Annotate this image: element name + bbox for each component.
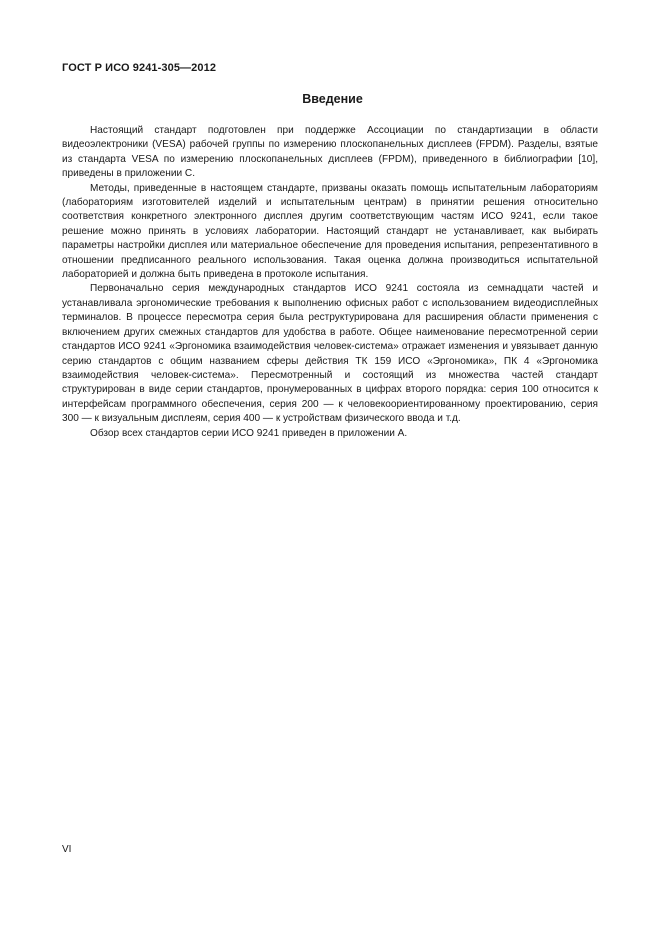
document-standard-id: ГОСТ Р ИСО 9241-305—2012 [62, 62, 217, 74]
paragraph: Обзор всех стандартов серии ИСО 9241 приведен в приложении А. [90, 427, 408, 439]
page-number: VI [62, 844, 72, 855]
paragraph: Первоначально серия международных стандартов ИСО 9241 состояла из семнадцати частей и устанавливала эргономические требования к выполнению офисных работ с использованием видеодисплейных терминалов. В процессе пересмотра серия была реструктурирована для расширения области применения с включением других смежных стандартов для удобства в работе. Общее наименование пересмотренной серии стандартов ИСО 9241 «Эргономика взаимодействия человек-система» отражает изменения и увязывает данную серию стандартов с общим названием сферы действия ТК 159 ИСО «Эргономика», ПК 4 «Эргономика взаимодействия человек-система». Пересмотренный и состоящий из множества частей стандарт структурирован в виде серии стандартов, пронумерованных в цифрах второго порядка: серия 100 относится к интерфейсам программного обеспечения, серия 200 — к человекоориентированному проектированию, серия 300 — к визуальным дисплеям, серия 400 — к устройствам физического ввода и т.д. [62, 283, 598, 425]
paragraph: Настоящий стандарт подготовлен при поддержке Ассоциации по стандартизации в области видеоэлектроники (VESA) рабочей группы по измерению плоскопанельных дисплеев (FPDM). Разделы, взятые из стандарта VESA по измерению плоскопанельных дисплеев (FPDM), приведенного в библиографии [10], приведены в приложении С. [62, 125, 598, 180]
introduction-body [62, 124, 598, 441]
paragraph: Методы, приведенные в настоящем стандарте, призваны оказать помощь испытательным лабораториям (лабораториям изготовителей изделий и испытательным центрам) в принятии решения относительно соответствия конкретного электронного дисплея другим соответствующим частям ИСО 9241, если такое решение можно принять в условиях лаборатории. Настоящий стандарт не устанавливает, как выбирать параметры настройки дисплея или материальное обеспечение для проведения испытания, репрезентативного в отношении предписанного реального использования. Такая оценка должна производиться испытательной лабораторией и должна быть приведена в протоколе испытания. [62, 182, 598, 281]
section-title: Введение [302, 92, 363, 106]
